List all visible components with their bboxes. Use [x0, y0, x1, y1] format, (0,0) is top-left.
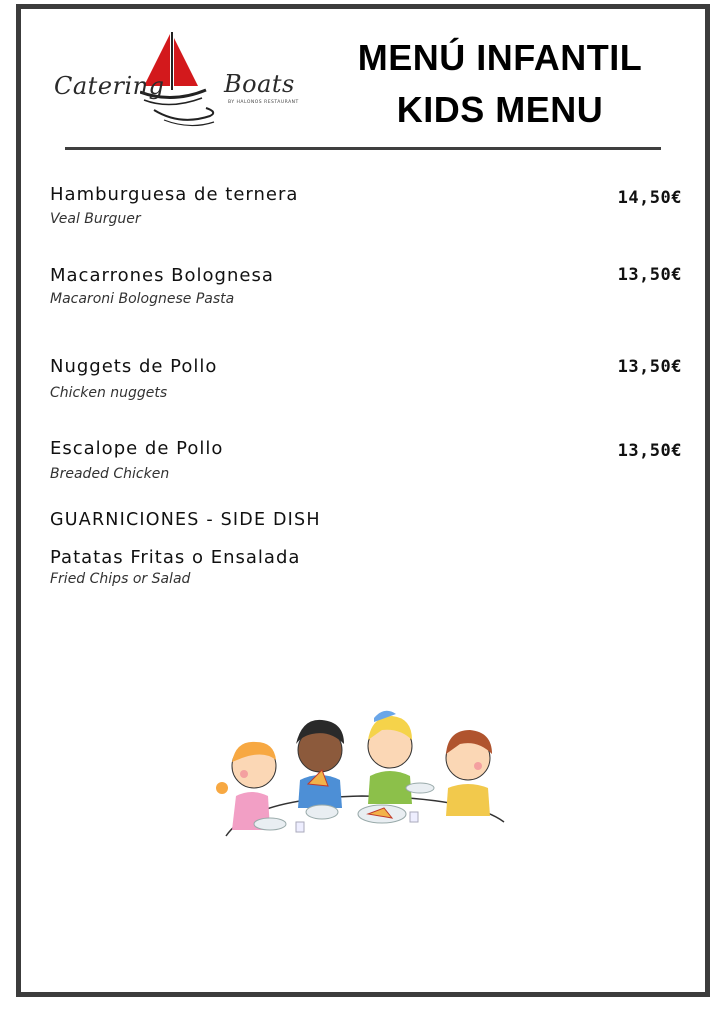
menu-item-description: Macaroni Bolognese Pasta [50, 291, 235, 307]
menu-item-name: Macarrones Bolognesa [50, 265, 274, 286]
menu-item-price: 13,50€ [617, 357, 682, 377]
side-dish-title: GUARNICIONES - SIDE DISH [50, 510, 321, 530]
menu-item-name: Escalope de Pollo [50, 438, 224, 459]
menu-heading [330, 32, 670, 136]
menu-item-price: 13,50€ [617, 265, 682, 285]
heading-line-english: KIDS MENU [396, 89, 604, 130]
header-divider [65, 147, 661, 150]
logo-word-boats: Boats [224, 70, 295, 98]
side-dish-name: Patatas Fritas o Ensalada [50, 547, 301, 568]
menu-frame [16, 4, 710, 997]
menu-item-name: Hamburguesa de ternera [50, 184, 299, 205]
menu-item-name: Nuggets de Pollo [50, 356, 218, 377]
side-dish-description: Fried Chips or Salad [50, 571, 191, 587]
kids-eating-pizza-illustration [212, 700, 512, 845]
heading-line-spanish: MENÚ INFANTIL [357, 37, 643, 78]
menu-item-price: 13,50€ [617, 441, 682, 461]
logo-tagline: BY HALONOS RESTAURANT [228, 100, 299, 105]
menu-item-description: Breaded Chicken [50, 466, 170, 482]
logo-word-catering: Catering [54, 72, 165, 100]
menu-item-description: Veal Burguer [50, 211, 141, 227]
catering-boats-logo [52, 30, 299, 130]
menu-item-price: 14,50€ [617, 188, 682, 208]
menu-item-description: Chicken nuggets [50, 385, 168, 401]
